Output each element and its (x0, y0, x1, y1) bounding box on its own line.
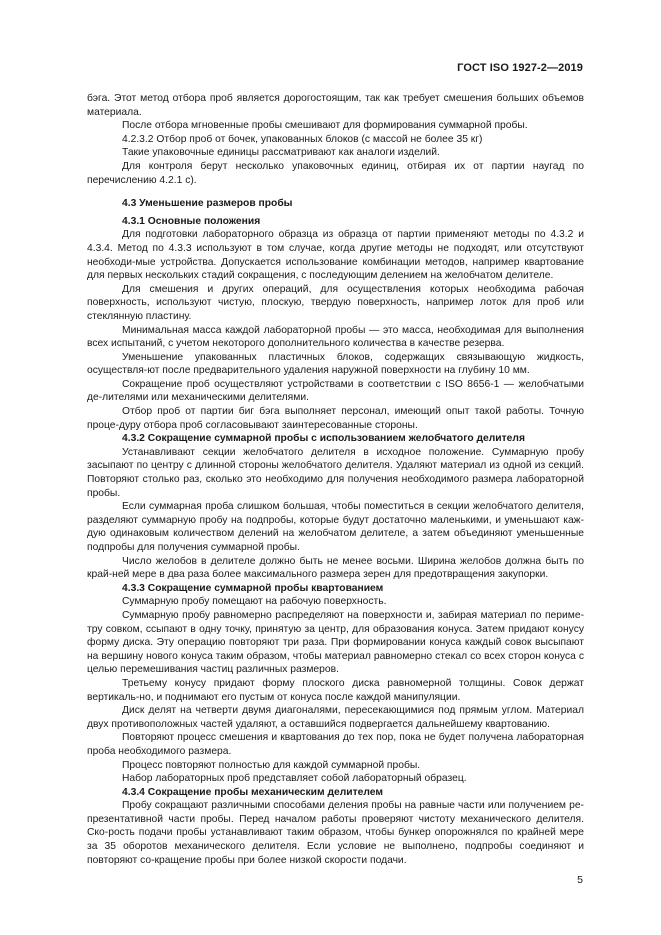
paragraph: Для контроля берут несколько упаковочных единиц, отбирая их от партии наугад по перечислению 4.2.1 c). (87, 160, 584, 186)
paragraph: Сокращение проб осуществляют устройствами в соответствии с ISO 8656-1 — желобчатыми де-лителями или механическими делителями. (87, 378, 584, 404)
subsection-heading: 4.3.1 Основные положения (122, 215, 261, 227)
paragraph: Уменьшение упакованных пластичных блоков, содержащих связывающую жидкость, осуществля-ют после предварительного удаления наружной поверхности на глубину 10 мм. (87, 351, 584, 377)
paragraph: Число желобов в делителе должно быть не менее восьми. Ширина желобов должна быть по край-ней мере в два раза более максимального размера зерен для предотвращения закупорки. (87, 555, 584, 581)
document-body (87, 92, 584, 867)
page-number: 5 (577, 874, 583, 886)
subsection-heading: 4.2.3.2 Отбор проб от бочек, упакованных блоков (с массой не более 35 кг) (122, 133, 483, 145)
subsection-heading: 4.3.3 Сокращение суммарной пробы квартованием (122, 582, 384, 594)
paragraph: После отбора мгновенные пробы смешивают для формирования суммарной пробы. (122, 120, 528, 132)
section-heading: 4.3 Уменьшение размеров пробы (122, 198, 293, 210)
paragraph: Суммарную пробу помещают на рабочую поверхность. (122, 596, 387, 608)
paragraph: Отбор проб от партии биг бэга выполняет персонал, имеющий опыт такой работы. Точную проце-дуру отбора проб согласовывают заинтересованные стороны. (87, 406, 584, 431)
paragraph: Для подготовки лабораторного образца из образца от партии применяют методы по 4.3.2 и 4.3.4. Метод по 4.3.3 используют в том случае, когда другие методы не подходят, или отсутствуют необходи-мые устройства. Допускается использование комбинации методов, например квартование для первых нескольких стадий сокращения, с последующим делением на желобчатом делителе. (87, 229, 584, 282)
paragraph: Третьему конусу придают форму плоского диска равномерной толщины. Совок держат вертикаль-но, и поднимают его пустым от конуса после каждой манипуляции. (87, 677, 584, 703)
paragraph: Для смешения и других операций, для осуществления которых необходима рабочая поверхность, используют чистую, плоскую, твердую поверхность, например лоток для проб или стеклянную пластину. (87, 283, 584, 322)
subsection-heading: 4.3.2 Сокращение суммарной пробы с использованием желобчатого делителя (122, 433, 525, 445)
paragraph: Такие упаковочные единицы рассматривают как аналоги изделий. (122, 147, 440, 159)
paragraph: Если суммарная проба слишком большая, чтобы поместиться в секции желобчатого делителя, разделяют суммарную пробу на подпробы, которые будут достаточно маленькими, и уменьшают каж-дую одинаковым количеством делений на желобчатом делителе, а затем объединяют уменьшенные подпробы для получения суммарной пробы. (87, 501, 584, 553)
paragraph: бэга. Этот метод отбора проб является дорогостоящим, так как требует смешения больших объемов материала. (87, 93, 584, 118)
paragraph: Процесс повторяют полностью для каждой суммарной пробы. (122, 759, 421, 771)
document-header: ГОСТ ISO 1927-2—2019 (457, 62, 583, 74)
paragraph: Устанавливают секции желобчатого делителя в исходное положение. Суммарную пробу засыпают по центру с длинной стороны желобчатого делителя. Удаляют материал из одной из секций. Повторяют столько раз, сколько это необходимо для получения необходимого размера лабораторной пробы. (87, 446, 584, 499)
paragraph: Суммарную пробу равномерно распределяют на поверхности и, забирая материал по периме-тру совком, ссыпают в одну точку, принятую за центр, для образования конуса. Затем придают конусу форму диска. Эту операцию повторяют три раза. При формировании конуса каждый совок высыпают на вершину нового конуса таким образом, чтобы материал равномерно стекал со всех сторон конуса с целью перемешивания частиц различных размеров. (87, 609, 584, 676)
paragraph: Диск делят на четверти двумя диагоналями, пересекающимися под прямым углом. Материал двух противоположных частей удаляют, а оставшийся подвергается дальнейшему квартованию. (87, 705, 584, 730)
paragraph: Набор лабораторных проб представляет собой лабораторный образец. (122, 773, 467, 785)
paragraph: Пробу сокращают различными способами деления пробы на равные части или получением ре-презентативной части пробы. Перед началом работы проверяют чистоту механического делителя. Ско-рость подачи пробы устанавливают таким образом, чтобы бункер опорожнялся по крайней мере за 35 оборотов механического делителя. Если условие не выполнено, подпробы соединяют и повторяют со-кращение пробы при более низкой скорости подачи. (87, 800, 584, 866)
paragraph: Повторяют процесс смешения и квартования до тех пор, пока не будет получена лабораторная проба необходимого размера. (87, 732, 584, 757)
paragraph: Минимальная масса каждой лабораторной пробы — это масса, необходимая для выполнения всех испытаний, с учетом некоторого дополнительного количества в качестве резерва. (87, 324, 584, 350)
subsection-heading: 4.3.4 Сокращение пробы механическим делителем (122, 786, 384, 798)
